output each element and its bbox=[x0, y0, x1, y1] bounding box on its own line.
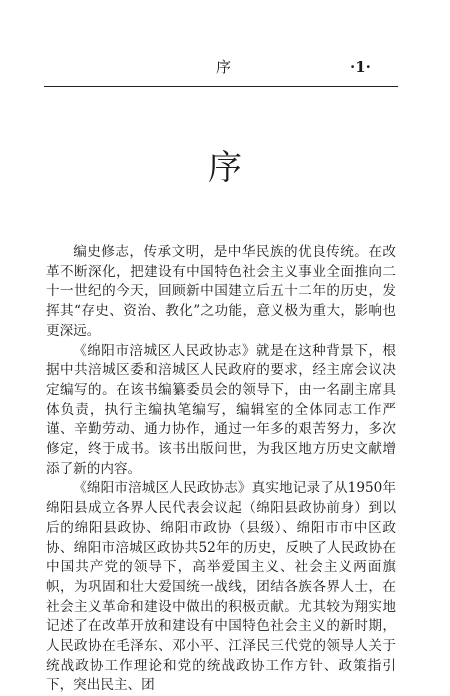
paragraph-3: 《绵阳市涪城区人民政协志》真实地记录了从1950年绵阳县成立各界人民代表会议起（绵阳县政协前身）到以后的绵阳县政协、绵阳市政协（县级）、绵阳市市中区政协、绵阳市涪城区政协共52年的历史，反映了人民政协在中国共产党的领导下，高举爱国主义、社会主义两面旗帜，为巩固和壮大爱国统一战线，团结各族各界人士，在社会主义革命和建设中做出的积极贡献。尤其较为翔实地记述了在改革开放和建设有中国特色社会主义的新时期，人民政协在毛泽东、邓小平、江泽民三代党的领导人关于统战政协工作理论和党的统战政协工作方针、政策指引下，突出民主、团 bbox=[46, 480, 396, 694]
body-text bbox=[46, 243, 396, 696]
header-rule bbox=[44, 86, 398, 87]
page-number: ·1· bbox=[350, 58, 371, 76]
running-title: 序 bbox=[216, 58, 233, 76]
chapter-title: 序 bbox=[208, 148, 242, 188]
paragraph-1: 编史修志，传承文明，是中华民族的优良传统。在改革不断深化，把建设有中国特色社会主义事业全面推向二十一世纪的今天，回顾新中国建立后五十二年的历史，发挥其“存史、资治、教化”之功能，意义极为重大，影响也更深远。 bbox=[46, 244, 396, 339]
paragraph-2: 《绵阳市涪城区人民政协志》就是在这种背景下，根据中共涪城区委和涪城区人民政府的要求，经主席会议决定编写的。在该书编纂委员会的领导下，由一名副主席具体负责，执行主编执笔编写，编辑室的全体同志工作严谨、辛勤劳动、通力协作，通过一年多的艰苦努力，多次修定，终于成书。该书出版问世，为我区地方历史文献增添了新的内容。 bbox=[46, 342, 396, 477]
